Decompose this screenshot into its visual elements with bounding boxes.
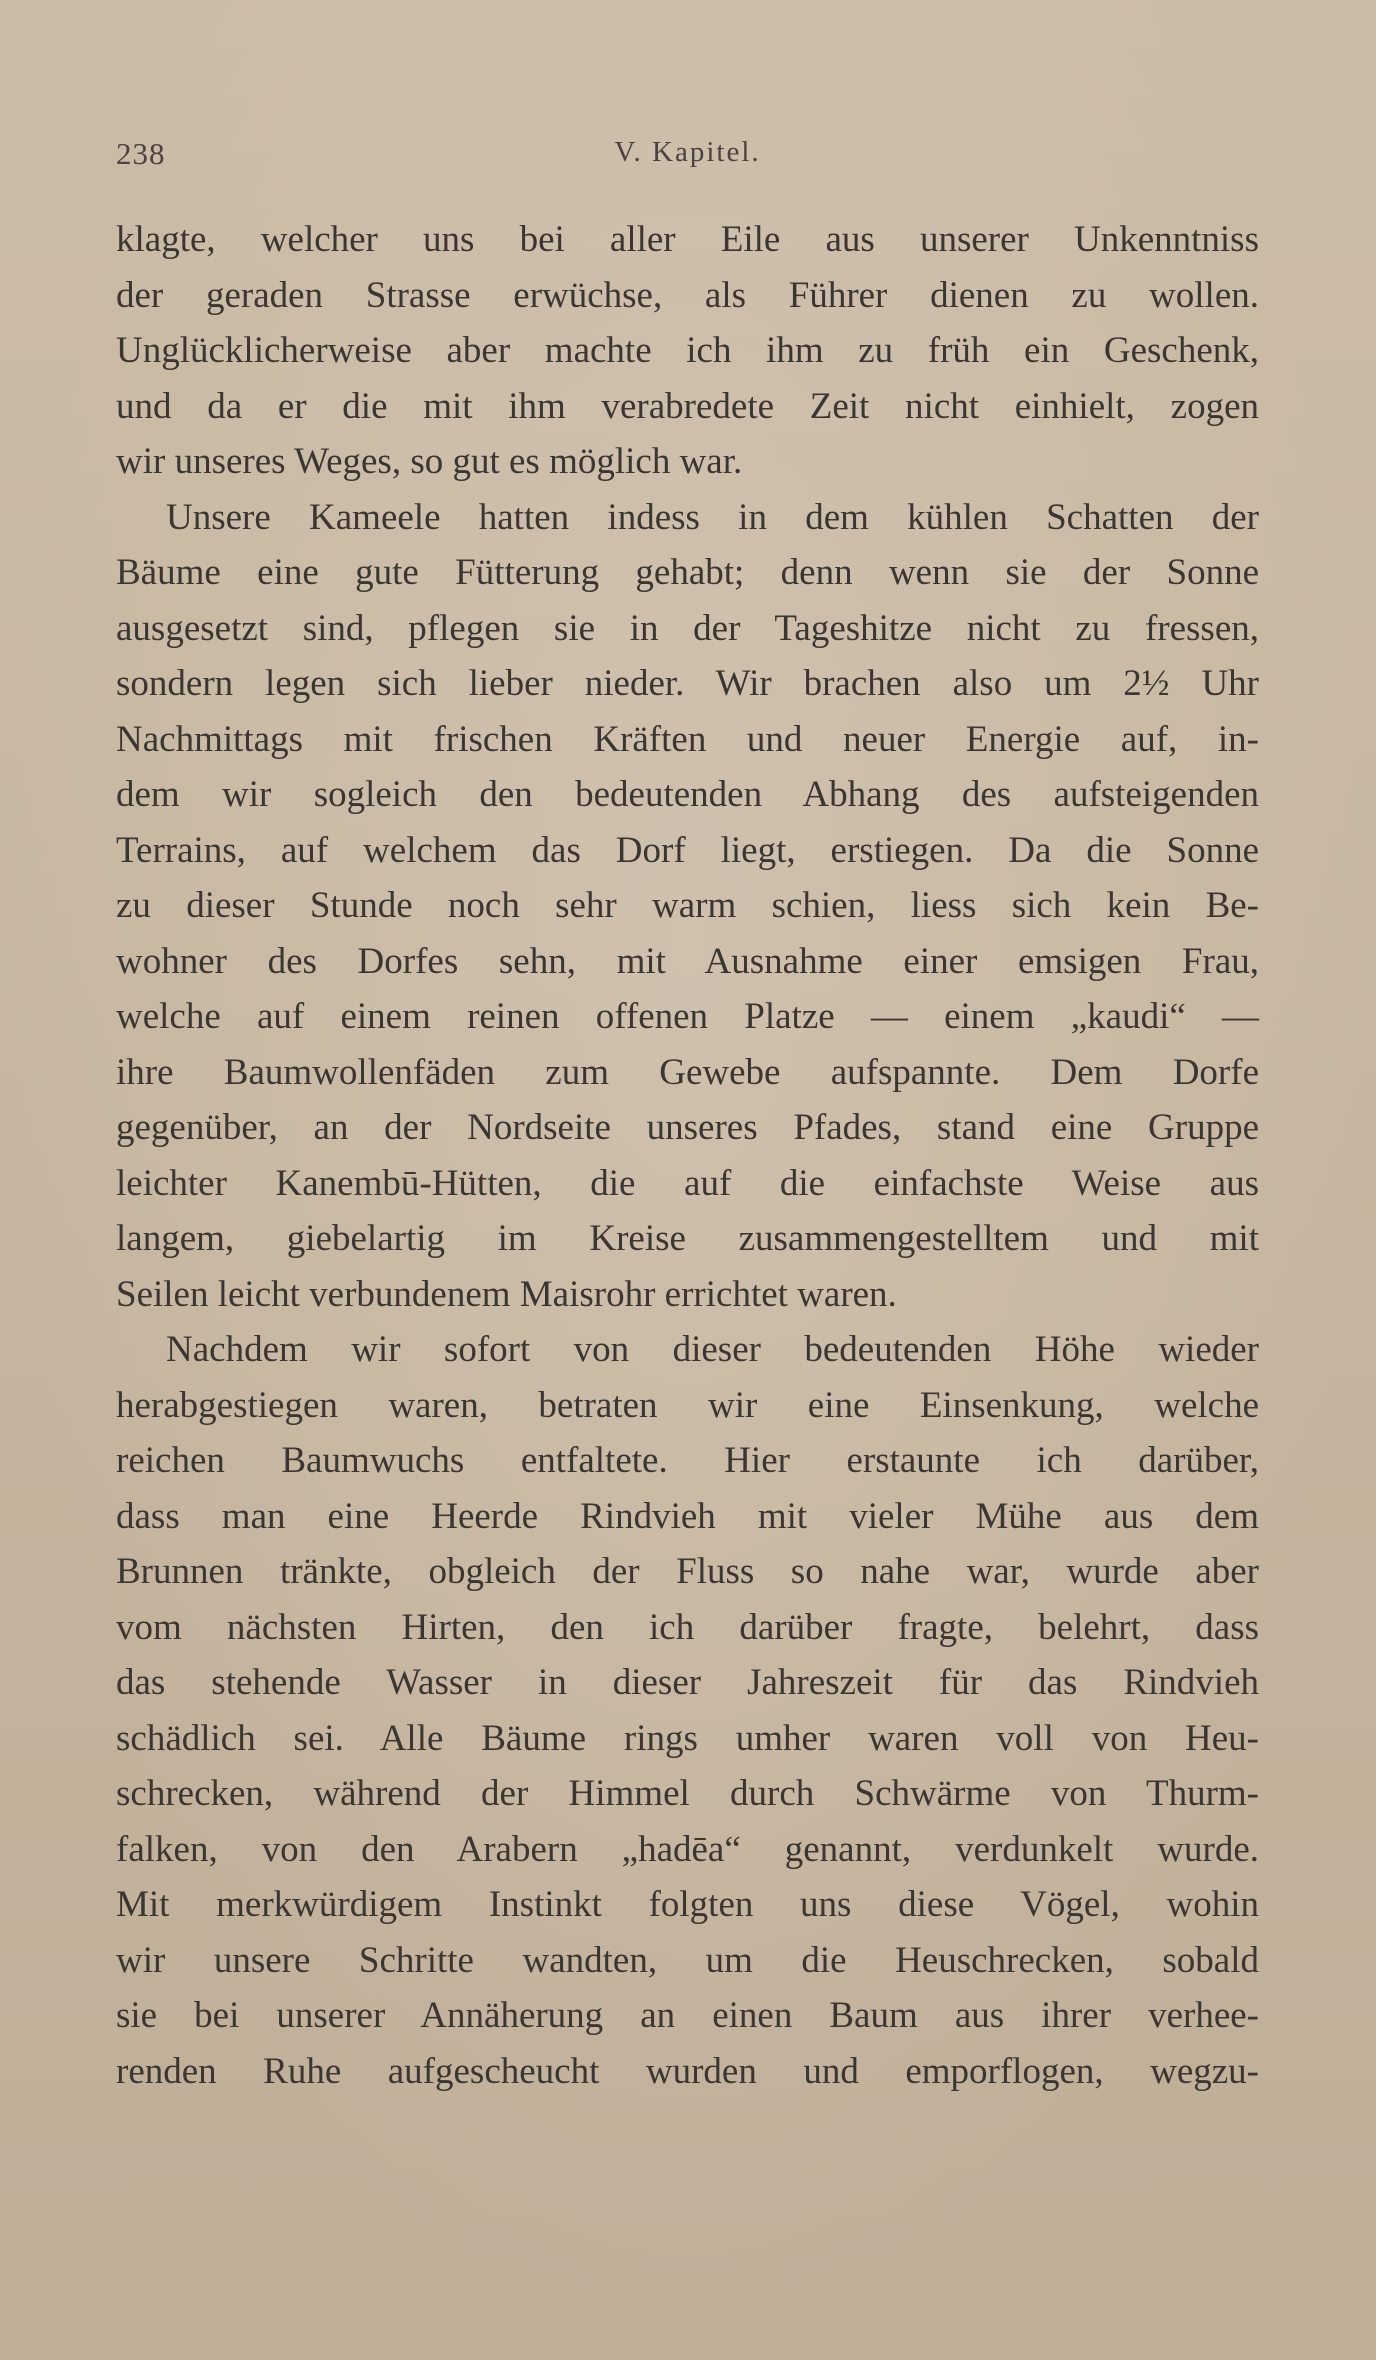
text-line: wohner des Dorfes sehn, mit Ausnahme einer emsigen Frau, — [116, 940, 1259, 982]
text-line: gegenüber, an der Nordseite unseres Pfades, stand eine Gruppe — [116, 1107, 1259, 1148]
page-number: 238 — [116, 136, 166, 171]
text-line: falken, von den Arabern „hadēa“ genannt, verdunkelt wurde. — [116, 1828, 1259, 1870]
text-line: das stehende Wasser in dieser Jahreszeit für das Rindvieh — [116, 1662, 1259, 1703]
text-line: vom nächsten Hirten, den ich darüber fragte, belehrt, dass — [116, 1606, 1259, 1648]
text-line: Bäume eine gute Fütterung gehabt; denn wenn sie der Sonne — [116, 552, 1259, 593]
text-line: schädlich sei. Alle Bäume rings umher waren voll von Heu- — [116, 1717, 1259, 1759]
text-line: Seilen leicht verbundenem Maisrohr errichtet waren. — [116, 1273, 897, 1315]
text-line: schrecken, während der Himmel durch Schwärme von Thurm- — [116, 1773, 1259, 1814]
text-line: dem wir sogleich den bedeutenden Abhang des aufsteigenden — [116, 774, 1259, 815]
text-line: leichter Kanembū-Hütten, die auf die einfachste Weise aus — [116, 1162, 1259, 1204]
text-line: sie bei unserer Annäherung an einen Baum aus ihrer verhee- — [116, 1995, 1259, 2036]
text-line: langem, giebelartig im Kreise zusammengestelltem und mit — [116, 1218, 1259, 1259]
text-line: herabgestiegen waren, betraten wir eine Einsenkung, welche — [116, 1384, 1259, 1426]
text-line: und da er die mit ihm verabredete Zeit nicht einhielt, zogen — [116, 385, 1259, 427]
text-line: Nachmittags mit frischen Kräften und neuer Energie auf, in- — [116, 718, 1259, 760]
text-line: wir unsere Schritte wandten, um die Heuschrecken, sobald — [116, 1939, 1259, 1981]
text-line: Unglücklicherweise aber machte ich ihm zu früh ein Geschenk, — [116, 330, 1259, 371]
text-line: Terrains, auf welchem das Dorf liegt, erstiegen. Da die Sonne — [116, 829, 1259, 871]
text-line: Nachdem wir sofort von dieser bedeutenden Höhe wieder — [166, 1329, 1259, 1370]
text-line: sondern legen sich lieber nieder. Wir brachen also um 2½ Uhr — [116, 663, 1259, 704]
text-line: klagte, welcher uns bei aller Eile aus unserer Unkenntniss — [116, 219, 1259, 260]
text-line: zu dieser Stunde noch sehr warm schien, liess sich kein Be- — [116, 885, 1259, 926]
text-line: dass man eine Heerde Rindvieh mit vieler Mühe aus dem — [116, 1495, 1259, 1537]
text-line: Brunnen tränkte, obgleich der Fluss so nahe war, wurde aber — [116, 1551, 1259, 1592]
text-line: wir unseres Weges, so gut es möglich war. — [116, 441, 743, 482]
text-line: renden Ruhe aufgescheucht wurden und emporflogen, wegzu- — [116, 2050, 1259, 2092]
text-line: ihre Baumwollenfäden zum Gewebe aufspannte. Dem Dorfe — [116, 1051, 1259, 1093]
text-line: Mit merkwürdigem Instinkt folgten uns diese Vögel, wohin — [116, 1884, 1259, 1925]
text-line: welche auf einem reinen offenen Platze — einem „kaudi“ — — [116, 996, 1259, 1037]
text-line: der geraden Strasse erwüchse, als Führer dienen zu wollen. — [116, 274, 1259, 316]
text-line: Unsere Kameele hatten indess in dem kühlen Schatten der — [166, 496, 1259, 538]
text-line: reichen Baumwuchs entfaltete. Hier erstaunte ich darüber, — [116, 1440, 1259, 1481]
text-line: ausgesetzt sind, pflegen sie in der Tageshitze nicht zu fressen, — [116, 607, 1259, 649]
chapter-title: V. Kapitel. — [614, 136, 761, 168]
body-text — [116, 212, 1259, 2099]
running-head — [116, 136, 1259, 176]
